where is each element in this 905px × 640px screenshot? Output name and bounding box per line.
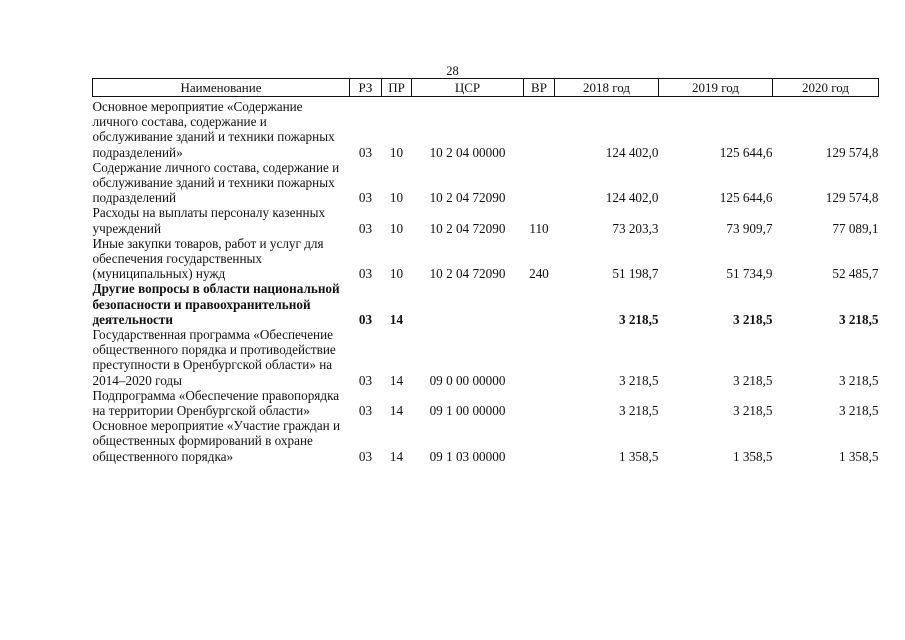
row-2019: 3 218,5 (732, 311, 773, 327)
row-name: Основное мероприятие «Участие граждан и общественных формирований в охране общественного порядка» (92, 418, 341, 464)
table-row (93, 327, 879, 388)
row-rz: 03 (358, 403, 373, 419)
row-2020: 52 485,7 (832, 266, 879, 282)
row-2019: 73 909,7 (726, 220, 773, 236)
row-pr: 14 (389, 311, 404, 327)
table-row (93, 418, 879, 464)
header-2018: 2018 год (555, 79, 659, 97)
row-2018: 73 203,3 (612, 220, 659, 236)
table-row (93, 205, 879, 235)
header-csr: ЦСР (412, 79, 524, 97)
row-pr: 10 (389, 190, 404, 206)
row-2020: 3 218,5 (838, 403, 879, 419)
table-row (93, 99, 879, 160)
table-row (93, 160, 879, 206)
row-vr (524, 418, 555, 464)
page-number: 28 (446, 64, 459, 78)
row-name: Другие вопросы в области национальной безопасности и правоохранительной деятельности (92, 281, 340, 327)
row-vr (524, 281, 555, 327)
row-rz: 03 (358, 190, 373, 206)
row-vr (524, 99, 555, 160)
row-vr (524, 160, 555, 206)
row-pr: 14 (389, 403, 404, 419)
row-2019: 125 644,6 (719, 190, 773, 206)
table-header-row (93, 79, 879, 97)
row-vr (524, 327, 555, 388)
row-rz: 03 (358, 220, 373, 236)
row-2020: 77 089,1 (832, 220, 879, 236)
row-2020: 3 218,5 (838, 372, 879, 388)
row-vr (524, 388, 555, 418)
row-csr: 09 1 00 00000 (429, 403, 506, 419)
row-2020: 3 218,5 (838, 311, 879, 327)
row-rz: 03 (358, 448, 373, 464)
row-vr: 240 (529, 266, 549, 282)
row-csr: 09 1 03 00000 (429, 448, 506, 464)
header-pr: ПР (382, 79, 412, 97)
row-2018: 3 218,5 (618, 372, 659, 388)
row-2018: 1 358,5 (618, 448, 659, 464)
row-pr: 10 (389, 220, 404, 236)
row-rz: 03 (358, 311, 373, 327)
row-rz: 03 (358, 372, 373, 388)
row-2019: 125 644,6 (719, 144, 773, 160)
row-2018: 124 402,0 (605, 190, 659, 206)
header-2020: 2020 год (773, 79, 879, 97)
row-pr: 14 (389, 372, 404, 388)
header-rz: РЗ (350, 79, 382, 97)
row-2020: 129 574,8 (825, 190, 879, 206)
table-row (93, 236, 879, 282)
row-vr: 110 (529, 220, 549, 236)
row-name: Государственная программа «Обеспечение общественного порядка и противодействие преступности в Оренбургской области» на 2014–2020 годы (92, 327, 336, 388)
table-row-section (93, 281, 879, 327)
row-rz: 03 (358, 266, 373, 282)
row-csr (412, 281, 524, 327)
row-csr: 10 2 04 00000 (429, 144, 506, 160)
row-name: Расходы на выплаты персоналу казенных учреждений (92, 205, 326, 236)
row-pr: 10 (389, 144, 404, 160)
row-2020: 1 358,5 (838, 448, 879, 464)
row-2018: 124 402,0 (605, 144, 659, 160)
row-2020: 129 574,8 (825, 144, 879, 160)
row-2018: 3 218,5 (618, 311, 659, 327)
row-2019: 3 218,5 (732, 403, 773, 419)
row-csr: 10 2 04 72090 (429, 190, 506, 206)
row-pr: 10 (389, 266, 404, 282)
row-csr: 10 2 04 72090 (429, 266, 506, 282)
budget-table (92, 78, 879, 464)
row-name: Подпрограмма «Обеспечение правопорядка на территории Оренбургской области» (92, 387, 340, 419)
row-2018: 51 198,7 (612, 266, 659, 282)
row-csr: 09 0 00 00000 (429, 372, 506, 388)
row-2018: 3 218,5 (618, 403, 659, 419)
row-2019: 51 734,9 (726, 266, 773, 282)
header-name: Наименование (93, 79, 350, 97)
header-2019: 2019 год (659, 79, 773, 97)
row-pr: 14 (389, 448, 404, 464)
row-rz: 03 (358, 144, 373, 160)
row-name: Иные закупки товаров, работ и услуг для обеспечения государственных (муниципальных) нужд (92, 235, 324, 282)
row-2019: 3 218,5 (732, 372, 773, 388)
row-2019: 1 358,5 (732, 448, 773, 464)
row-name: Основное мероприятие «Содержание личного состава, содержание и обслуживание зданий и техники пожарных подразделений» (92, 99, 335, 160)
table-row (93, 388, 879, 418)
row-csr: 10 2 04 72090 (429, 220, 506, 236)
header-vr: ВР (524, 79, 555, 97)
row-name: Содержание личного состава, содержание и обслуживание зданий и техники пожарных подразделений (92, 159, 340, 206)
